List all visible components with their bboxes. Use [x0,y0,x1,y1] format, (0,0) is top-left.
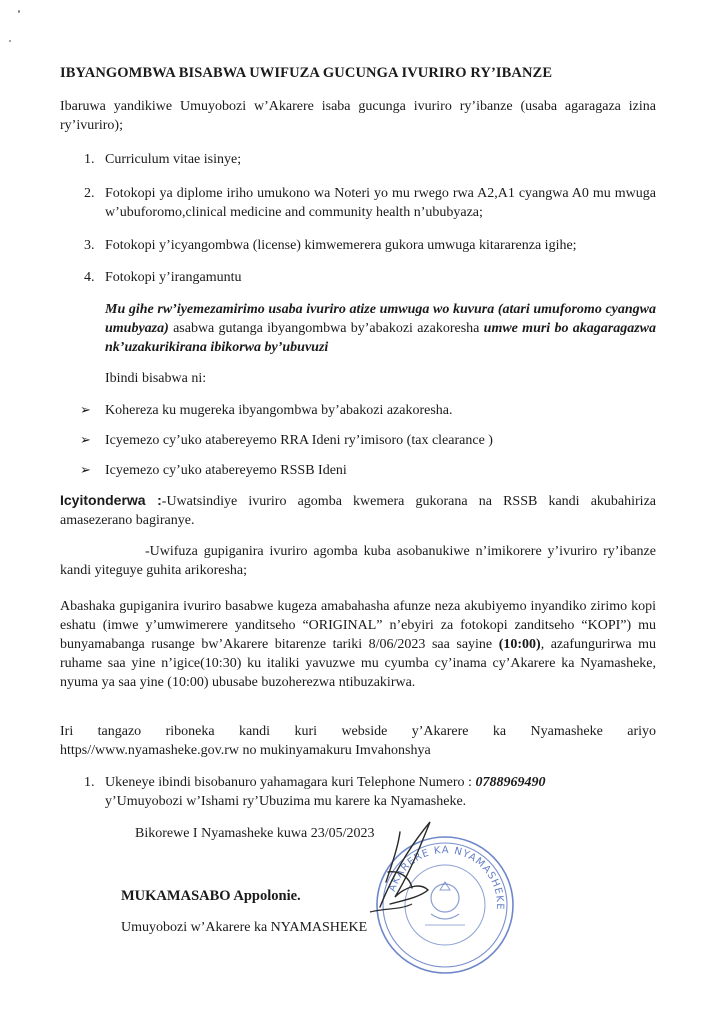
intro-paragraph: Ibaruwa yandikiwe Umuyobozi w’Akarere isaba gucunga ivuriro ry’ibanze (usaba agaragaza izina ry’ivuriro); [60,99,656,133]
list-number: 4. [84,270,95,285]
contact-line-2: y’Umuyobozi w’Ishami ry’Ubuzima mu karere ka Nyamasheke. [105,794,467,809]
bullet-item: Kohereza ku mugereka ibyangombwa by’abakozi azakoresha. [105,403,453,418]
list-number: 1. [84,775,95,790]
list-number: 2. [84,186,95,201]
requirement-item: Fotokopi ya diplome iriho umukono wa Noteri yo mu rwego rwa A2,A1 cyangwa A0 mu mwuga w’ubuforomo,clinical medicine and community health n’ububyaza; [105,186,656,220]
scan-speck [18,10,20,13]
note-plain-text: asabwa gutanga ibyangombwa by’abakozi azakoresha [168,321,484,336]
contact-phone: 0788969490 [475,775,546,790]
note-bold-text: Mu gihe rw’iyemezamirimo usaba ivuriro atize umwuga wo kuvura (atari umuforomo cyangwa umubyaza) [105,302,656,336]
contact-line: Ukeneye ibindi bisobanuro yahamagara kuri Telephone Numero : [105,775,476,790]
requirement-item: Curriculum vitae isinye; [105,152,242,167]
signature-icon [350,812,470,932]
scan-speck [9,40,11,42]
arrow-bullet-icon: ➢ [80,463,91,478]
signatory-name: MUKAMASABO Appolonie. [121,888,301,904]
bullet-item: Icyemezo cy’uko atabereyemo RRA Ideni ry’imisoro (tax clearance ) [105,433,493,448]
notice-text: -Uwatsindiye ivuriro agomba kwemera gukorana na RSSB kandi akubahiriza amasezerano bagiranye. [60,494,656,528]
list-number: 1. [84,152,95,167]
submission-text: , azafungurirwa mu ruhame saa yine n’igice(10:30) ku italiki yavuzwe mu cyumba cy’inama cy’Akarere ka Nyamasheke, nyuma ya saa yine (10:00) ubusabe buzoherezwa ntibuzakirwa. [60,637,656,690]
signatory-role: Umuyobozi w’Akarere ka NYAMASHEKE [121,920,368,935]
submission-text: Abashaka gupiganira ivuriro basabwe kugeza amabahasha afunze neza akubiyemo inyandiko zirimo kopi eshatu (imwe y’umwimerere yanditseho “ORIGINAL” n’ebyiri za fotokopi zanditseho “KOPI”) mu bunyamabanga rusange bw’Akarere bitarenze tariki 8/06/2023 saa sayine [60,599,656,652]
requirement-item: Fotokopi y’irangamuntu [105,270,242,285]
submission-time: (10:00) [498,637,541,652]
notice-paragraph [60,491,656,530]
note-paragraph [105,300,656,357]
contact-text [105,773,656,792]
bullet-item: Icyemezo cy’uko atabereyemo RSSB Ideni [105,463,347,478]
other-requirements-heading: Ibindi bisabwa ni: [105,371,207,386]
website-url: https//www.nyamasheke.gov.rw no mukinyamakuru Imvahonshya [60,743,431,758]
list-number: 3. [84,238,95,253]
requirement-item: Fotokopi y’icyangombwa (license) kimwemerera gukora umwuga kitararenza igihe; [105,238,577,253]
website-paragraph: Iri tangazo riboneka kandi kuri webside y’Akarere ka Nyamasheke ariyo [60,724,656,739]
arrow-bullet-icon: ➢ [80,403,91,418]
arrow-bullet-icon: ➢ [80,433,91,448]
document-title: IBYANGOMBWA BISABWA UWIFUZA GUCUNGA IVURIRO RY’IBANZE [60,65,553,81]
notice-paragraph-2: -Uwifuza gupiganira ivuriro agomba kuba asobanukiwe n’imikorere y’ivuriro ry’ibanze kandi yiteguye guhita arikoresha; [60,544,656,578]
submission-paragraph [60,597,656,692]
place-date: Bikorewe I Nyamasheke kuwa 23/05/2023 [135,826,375,841]
note-bold-text: umwe muri bo akagaragazwa nk’uzakurikirana ibikorwa by’ubuvuzi [105,321,656,355]
notice-label: Icyitonderwa : [60,492,162,508]
svg-text:AKARERE KA NYAMASHEKE: AKARERE KA NYAMASHEKE [386,844,506,911]
